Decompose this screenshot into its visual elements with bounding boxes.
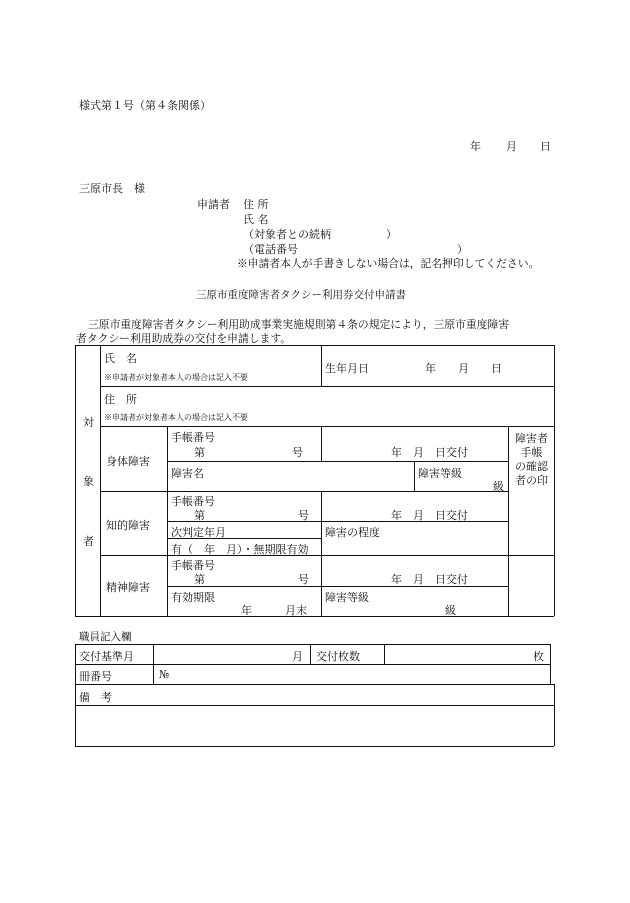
target-name-note: ※申請者が対象者本人の場合は記入不要 (104, 373, 248, 382)
stamp-col-line1: 障害者 (515, 432, 548, 445)
body-text-line1: 三原市重度障害者タクシー利用助成事業実施規則第４条の規定により，三原市重度障害 (88, 318, 510, 331)
mental-expiry-label: 有効期限 (171, 591, 215, 604)
intellectual-techo-number-label: 手帳番号 (171, 495, 215, 508)
stamp-col-line4: 者の印 (515, 474, 548, 487)
intellectual-disability-label: 知的障害 (106, 519, 150, 532)
physical-disability-label: 身体障害 (106, 455, 150, 468)
target-side-label-1: 対 (83, 416, 94, 429)
intellectual-go: 号 (298, 509, 309, 522)
date-month: 月 (506, 140, 517, 153)
issue-count-unit: 枚 (533, 650, 544, 663)
intellectual-degree-label: 障害の程度 (325, 526, 380, 539)
physical-grade-label: 障害等級 (418, 467, 462, 480)
applicant-address-label: 住 所 (243, 198, 269, 211)
target-name-label: 氏 名 (104, 352, 137, 365)
mental-expiry-value: 年 月末 (241, 604, 307, 617)
birthdate-year: 年 (425, 362, 436, 375)
mental-techo-number-label: 手帳番号 (171, 559, 215, 572)
intellectual-next-judgement-label: 次判定年月 (171, 526, 226, 539)
mental-issued-date: 年 月 日交付 (391, 573, 468, 586)
birthdate-label: 生年月日 (325, 362, 369, 375)
ledger-number-symbol: № (159, 668, 170, 681)
target-side-label-2: 象 (83, 475, 94, 488)
applicant-handwriting-note: ※申請者本人が手書きしない場合は，記名押印してください。 (237, 257, 540, 270)
date-day: 日 (540, 140, 551, 153)
document-title: 三原市重度障害者タクシー利用券交付申請書 (196, 289, 406, 301)
target-address-label: 住 所 (104, 393, 137, 406)
mental-go: 号 (298, 573, 309, 586)
mental-dai: 第 (194, 573, 205, 586)
applicant-phone-label: （電話番号 (243, 243, 298, 256)
mental-grade-label: 障害等級 (325, 591, 369, 604)
mental-disability-label: 精神障害 (106, 581, 150, 594)
physical-go: 号 (292, 446, 303, 459)
intellectual-issued-date: 年 月 日交付 (391, 509, 468, 522)
applicant-label: 申請者 (197, 198, 230, 211)
birthdate-day: 日 (491, 362, 502, 375)
base-month-unit: 月 (292, 650, 303, 663)
physical-issued-date: 年 月 日交付 (391, 446, 468, 459)
ledger-number-label: 冊番号 (79, 670, 112, 683)
target-address-note: ※申請者が対象者本人の場合は記入不要 (104, 413, 248, 422)
applicant-relation-label: （対象者との続柄 (243, 228, 331, 241)
date-year: 年 (470, 140, 481, 153)
stamp-col-line3: の確認 (515, 460, 548, 473)
issue-count-label: 交付枚数 (316, 650, 360, 663)
intellectual-dai: 第 (194, 509, 205, 522)
mental-grade-unit: 級 (445, 604, 456, 617)
addressee: 三原市長 様 (79, 182, 145, 195)
staff-section-heading: 職員記入欄 (79, 631, 132, 643)
stamp-col-line2: 手帳 (520, 446, 543, 459)
form-number: 様式第１号（第４条関係） (79, 99, 211, 112)
intellectual-validity: 有（ 年 月）・無期限有効 (171, 543, 309, 556)
applicant-relation-close: ） (386, 228, 397, 241)
physical-grade-unit: 級 (493, 480, 504, 493)
physical-disability-name-label: 障害名 (171, 467, 204, 480)
physical-dai: 第 (194, 446, 205, 459)
base-month-label: 交付基準月 (79, 650, 134, 663)
remarks-label: 備 考 (79, 691, 112, 704)
applicant-phone-close: ） (457, 243, 468, 256)
applicant-name-label: 氏 名 (243, 213, 269, 226)
physical-techo-number-label: 手帳番号 (171, 431, 215, 444)
target-side-label-3: 者 (83, 535, 94, 548)
body-text-line2: 者タクシー利用助成券の交付を申請します。 (76, 332, 292, 345)
birthdate-month: 月 (458, 362, 469, 375)
